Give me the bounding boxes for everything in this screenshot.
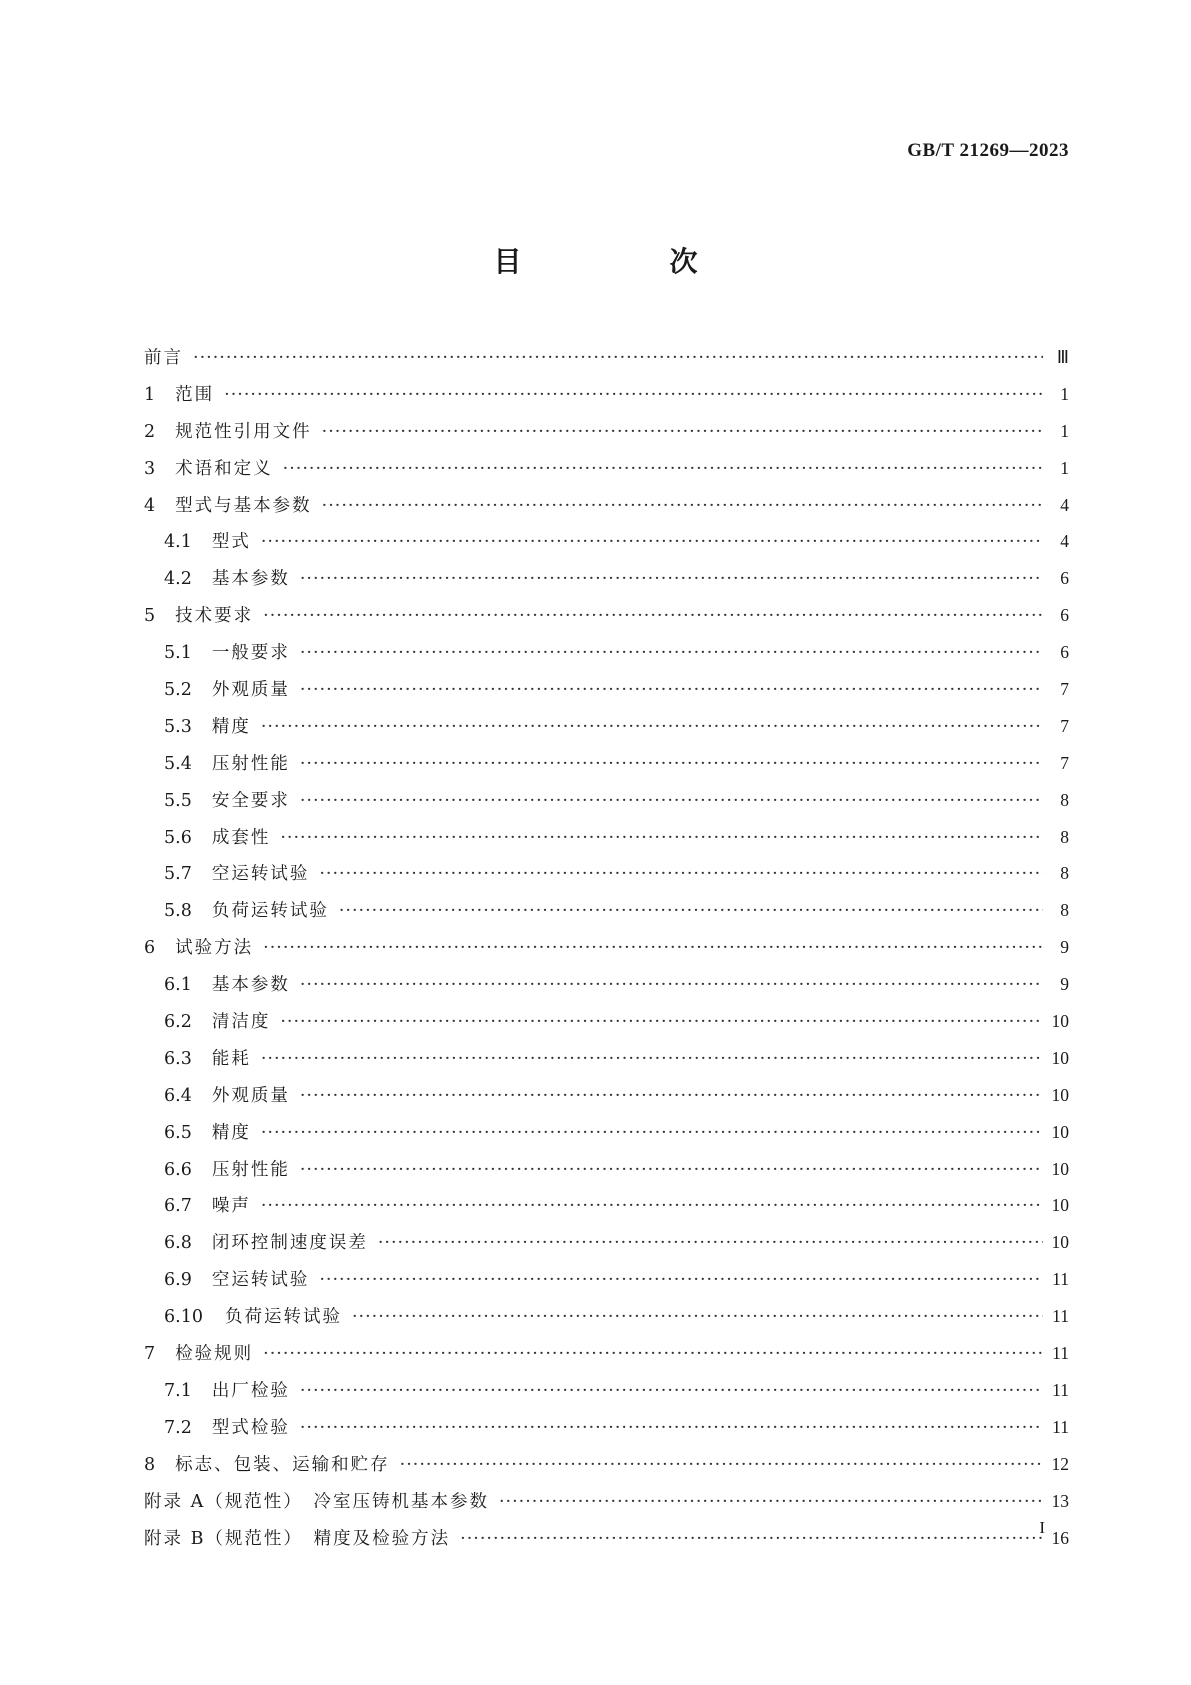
toc-entry-number: 4.1	[164, 532, 192, 553]
toc-dot-leader	[300, 754, 1043, 774]
toc-entry-page: 11	[1052, 1416, 1069, 1437]
toc-entry-number: 6.8	[164, 1233, 192, 1254]
toc-dot-leader	[352, 1307, 1043, 1327]
toc-dot-leader	[261, 717, 1043, 737]
toc-entry-title: 基本参数	[211, 569, 290, 590]
toc-entry[interactable]	[144, 344, 1069, 381]
toc-entry-title: 噪声	[211, 1196, 251, 1217]
toc-entry-number: 5.7	[164, 864, 192, 885]
toc-entry-page: 7	[1060, 679, 1069, 700]
toc-entry-page: Ⅲ	[1056, 347, 1069, 367]
toc-entry-title: 前言	[144, 348, 183, 368]
toc-entry-page: 10	[1051, 1158, 1069, 1179]
toc-entry-number: 5.3	[164, 716, 192, 737]
toc-entry[interactable]	[144, 639, 1069, 676]
toc-entry-page: 10	[1051, 1121, 1069, 1142]
toc-entry-number: 5.2	[164, 680, 192, 701]
toc-entry-title: 规范性引用文件	[175, 421, 312, 442]
toc-dot-leader	[300, 975, 1043, 995]
toc-entry-page: 6	[1060, 605, 1069, 626]
toc-entry-number: 6.1	[164, 975, 192, 996]
toc-dot-leader	[378, 1233, 1043, 1253]
toc-entry-number: 7.2	[164, 1417, 192, 1438]
toc-entry-number: 5.4	[164, 753, 192, 774]
toc-entry-title: 一般要求	[211, 643, 290, 664]
toc-entry[interactable]	[144, 971, 1069, 1008]
toc-entry[interactable]	[144, 1340, 1069, 1377]
toc-entry-number: 6	[144, 938, 156, 959]
toc-dot-leader	[300, 1086, 1043, 1106]
toc-dot-leader	[300, 791, 1043, 811]
toc-entry[interactable]	[144, 934, 1069, 971]
toc-entry-number: 4.2	[164, 569, 192, 590]
toc-entry[interactable]	[144, 602, 1069, 639]
toc-entry-title: 附录 B（规范性） 精度及检验方法	[144, 1528, 451, 1549]
toc-entry-page: 9	[1060, 974, 1069, 995]
toc-dot-leader	[322, 496, 1043, 516]
page-number: I	[1039, 1518, 1045, 1537]
toc-entry-page: 10	[1051, 1084, 1069, 1105]
toc-entry-number: 2	[144, 421, 156, 442]
toc-dot-leader	[280, 828, 1043, 848]
toc-entry[interactable]	[144, 860, 1069, 897]
toc-entry[interactable]	[144, 1008, 1069, 1045]
toc-dot-leader	[339, 901, 1043, 921]
toc-entry-title: 负荷运转试验	[211, 901, 329, 922]
toc-entry-title: 能耗	[211, 1048, 251, 1069]
toc-entry[interactable]	[144, 1377, 1069, 1414]
toc-dot-leader	[261, 1123, 1043, 1143]
toc-dot-leader	[263, 1344, 1043, 1364]
toc-dot-leader	[322, 422, 1043, 442]
toc-entry-title: 型式	[211, 532, 251, 553]
toc-entry[interactable]	[144, 1229, 1069, 1266]
toc-entry-title: 清洁度	[211, 1012, 271, 1033]
toc-entry-number: 1	[144, 384, 156, 405]
toc-entry-number: 7	[144, 1344, 156, 1365]
toc-entry-number: 5.5	[164, 790, 192, 811]
toc-entry-title: 精度	[211, 1122, 251, 1143]
toc-entry-title: 空运转试验	[211, 1270, 310, 1291]
toc-entry[interactable]	[144, 824, 1069, 861]
toc-entry-number: 6.6	[164, 1159, 192, 1180]
toc-dot-leader	[300, 569, 1043, 589]
toc-entry[interactable]	[144, 676, 1069, 713]
toc-dot-leader	[261, 1196, 1043, 1216]
toc-entry-title: 负荷运转试验	[224, 1307, 342, 1328]
toc-entry-page: 12	[1051, 1453, 1069, 1474]
toc-entry-number: 6.2	[164, 1012, 192, 1033]
standard-code: GB/T 21269—2023	[907, 140, 1069, 161]
toc-title: 目 次	[493, 245, 758, 278]
toc-entry-title: 精度	[211, 716, 251, 737]
toc-entry[interactable]	[144, 897, 1069, 934]
toc-entry[interactable]	[144, 1303, 1069, 1340]
toc-dot-leader	[283, 459, 1043, 479]
toc-entry-page: 8	[1060, 789, 1069, 810]
toc-entry-page: 9	[1060, 937, 1069, 958]
toc-entry[interactable]	[144, 492, 1069, 529]
toc-entry-page: 11	[1052, 1343, 1069, 1364]
toc-entry[interactable]	[144, 1045, 1069, 1082]
toc-entry-page: 1	[1060, 420, 1069, 441]
toc-entry-title: 检验规则	[175, 1344, 254, 1365]
toc-entry-title: 压射性能	[211, 753, 290, 774]
toc-dot-leader	[300, 1160, 1043, 1180]
toc-entry-title: 附录 A（规范性） 冷室压铸机基本参数	[144, 1491, 489, 1512]
toc-dot-leader	[300, 1381, 1043, 1401]
toc-entry-page: 10	[1051, 1047, 1069, 1068]
toc-dot-leader	[319, 864, 1043, 884]
toc-entry-page: 11	[1052, 1306, 1069, 1327]
toc-entry-number: 5.1	[164, 643, 192, 664]
toc-entry[interactable]	[144, 1488, 1069, 1525]
toc-entry-title: 压射性能	[211, 1159, 290, 1180]
toc-entry-page: 8	[1060, 863, 1069, 884]
toc-entry-title: 范围	[175, 384, 215, 405]
toc-entry-title: 试验方法	[175, 938, 254, 959]
toc-entry-page: 6	[1060, 642, 1069, 663]
toc-entry-number: 6.5	[164, 1122, 192, 1143]
toc-entry[interactable]	[144, 1082, 1069, 1119]
toc-entry-title: 型式与基本参数	[175, 495, 312, 516]
toc-entry-number: 6.4	[164, 1085, 192, 1106]
toc-entry-number: 7.1	[164, 1380, 192, 1401]
toc-entry-page: 8	[1060, 900, 1069, 921]
toc-entry[interactable]	[144, 1119, 1069, 1156]
toc-entry-title: 出厂检验	[211, 1380, 290, 1401]
toc-entry-title: 术语和定义	[175, 458, 273, 479]
toc-entry[interactable]	[144, 528, 1069, 565]
toc-entry-title: 成套性	[211, 827, 271, 848]
toc-entry-title: 安全要求	[211, 790, 290, 811]
toc-entry-number: 5	[144, 606, 156, 627]
toc-dot-leader	[224, 385, 1043, 405]
toc-dot-leader	[261, 1049, 1043, 1069]
table-of-contents	[144, 344, 1069, 1561]
toc-entry-page: 4	[1060, 494, 1069, 515]
toc-entry[interactable]	[144, 1266, 1069, 1303]
toc-entry-number: 5.6	[164, 827, 192, 848]
toc-dot-leader	[261, 532, 1043, 552]
toc-dot-leader	[300, 1418, 1043, 1438]
toc-entry[interactable]	[144, 1451, 1069, 1488]
toc-entry-number: 6.9	[164, 1270, 192, 1291]
toc-dot-leader	[280, 1012, 1043, 1032]
toc-entry-page: 7	[1060, 715, 1069, 736]
toc-entry-page: 10	[1051, 1011, 1069, 1032]
toc-entry[interactable]	[144, 750, 1069, 787]
toc-entry-title: 基本参数	[211, 975, 290, 996]
toc-entry-page: 4	[1060, 531, 1069, 552]
toc-entry-number: 5.8	[164, 901, 192, 922]
toc-entry-number: 6.3	[164, 1048, 192, 1069]
toc-entry-page: 1	[1060, 457, 1069, 478]
toc-entry-number: 6.7	[164, 1196, 192, 1217]
toc-entry-page: 13	[1051, 1490, 1069, 1511]
toc-entry-title: 闭环控制速度误差	[211, 1233, 368, 1254]
toc-entry-page: 8	[1060, 826, 1069, 847]
toc-dot-leader	[263, 938, 1043, 958]
toc-dot-leader	[460, 1529, 1043, 1549]
toc-entry-title: 标志、包装、运输和贮存	[175, 1454, 390, 1475]
toc-dot-leader	[300, 643, 1043, 663]
toc-entry-number: 3	[144, 458, 156, 479]
toc-entry[interactable]	[144, 418, 1069, 455]
toc-entry-number: 4	[144, 495, 156, 516]
toc-entry-number: 6.10	[164, 1307, 203, 1328]
toc-entry-page: 6	[1060, 568, 1069, 589]
toc-dot-leader	[263, 606, 1043, 626]
toc-entry-page: 11	[1052, 1269, 1069, 1290]
toc-entry-number: 8	[144, 1454, 156, 1475]
toc-dot-leader	[499, 1492, 1043, 1512]
toc-dot-leader	[400, 1455, 1043, 1475]
toc-entry-title: 技术要求	[175, 606, 254, 627]
toc-entry-page: 7	[1060, 752, 1069, 773]
toc-entry[interactable]	[144, 565, 1069, 602]
toc-entry[interactable]	[144, 381, 1069, 418]
toc-entry[interactable]	[144, 1192, 1069, 1229]
toc-entry-page: 16	[1051, 1527, 1069, 1548]
toc-entry-page: 11	[1052, 1379, 1069, 1400]
toc-entry-title: 空运转试验	[211, 864, 310, 885]
toc-entry-page: 10	[1051, 1232, 1069, 1253]
toc-entry[interactable]	[144, 1525, 1069, 1562]
toc-entry-page: 10	[1051, 1195, 1069, 1216]
toc-entry[interactable]	[144, 787, 1069, 824]
toc-entry-title: 外观质量	[211, 1085, 290, 1106]
toc-dot-leader	[193, 348, 1043, 368]
toc-entry[interactable]	[144, 1156, 1069, 1193]
toc-entry[interactable]	[144, 713, 1069, 750]
toc-entry-title: 型式检验	[211, 1417, 290, 1438]
toc-dot-leader	[300, 680, 1043, 700]
toc-entry[interactable]	[144, 1414, 1069, 1451]
toc-entry-page: 1	[1060, 383, 1069, 404]
toc-entry[interactable]	[144, 455, 1069, 492]
toc-entry-title: 外观质量	[211, 680, 290, 701]
toc-dot-leader	[319, 1270, 1043, 1290]
